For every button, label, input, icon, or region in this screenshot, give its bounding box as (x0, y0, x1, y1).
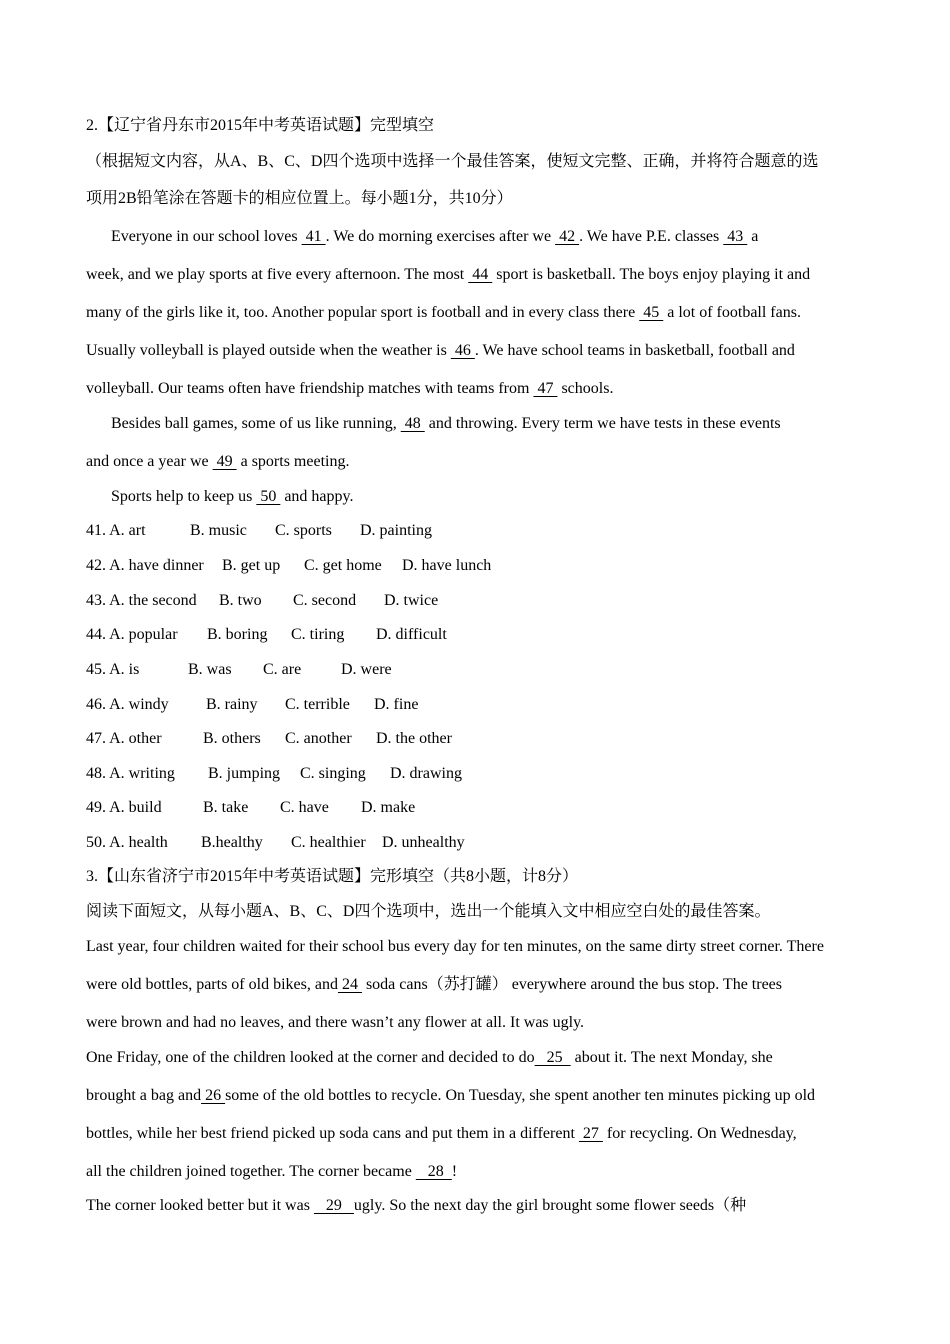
passage-text: all the children joined together. The corner became (86, 1163, 416, 1180)
blank-50: 50 (256, 488, 281, 505)
passage-line (86, 303, 801, 323)
option-a: 48. A. writing (86, 765, 175, 782)
option-a: 49. A. build (86, 799, 162, 816)
passage-text: about it. The next Monday, she (570, 1049, 773, 1066)
passage-text: . We have P.E. classes (579, 228, 724, 245)
option-d: D. fine (374, 696, 419, 713)
blank-46: 46 (450, 342, 475, 359)
option-b: B. music (190, 522, 247, 539)
option-b: B. get up (222, 557, 281, 574)
section2-heading: 2.【辽宁省丹东市2015年中考英语试题】完型填空 (86, 117, 435, 134)
passage-line (86, 341, 795, 361)
passage-text: schools. (557, 380, 614, 397)
passage-text: were brown and had no leaves, and there wasn’t any flower at all. It was ugly. (86, 1014, 585, 1031)
blank-49: 49 (212, 453, 237, 470)
question-44 (86, 625, 447, 645)
passage-line (86, 452, 349, 472)
passage-text: and throwing. Every term we have tests in these events (424, 415, 781, 432)
passage-text: many of the girls like it, too. Another popular sport is football and in every class there (86, 304, 640, 321)
blank-25: 25 (534, 1049, 571, 1066)
blank-26: 26 (201, 1087, 226, 1104)
option-a: 47. A. other (86, 730, 162, 747)
option-b: B.healthy (201, 834, 263, 851)
option-d: D. were (341, 661, 392, 678)
passage-text: Last year, four children waited for their school bus every day for ten minutes, on the same dirty street corner. There (86, 938, 824, 955)
section2-instruction-line-2: 项用2B铅笔涂在答题卡的相应位置上。每小题1分，共10分） (86, 190, 513, 207)
blank-27: 27 (578, 1125, 603, 1142)
passage-line (86, 1048, 773, 1068)
blank-47: 47 (533, 380, 558, 397)
option-a: 50. A. health (86, 834, 168, 851)
passage-line (86, 975, 782, 995)
blank-29: 29 (313, 1197, 354, 1214)
passage-text: One Friday, one of the children looked at the corner and decided to do (86, 1049, 535, 1066)
passage-text: some of the old bottles to recycle. On Tuesday, she spent another ten minutes picking up old (225, 1087, 816, 1104)
option-d: D. have lunch (402, 557, 492, 574)
option-c: C. get home (304, 557, 382, 574)
question-49 (86, 798, 415, 818)
option-a: 46. A. windy (86, 696, 169, 713)
option-b: B. take (203, 799, 249, 816)
question-48 (86, 764, 462, 784)
blank-43: 43 (723, 228, 748, 245)
option-d: D. unhealthy (382, 834, 465, 851)
option-a: 42. A. have dinner (86, 557, 204, 574)
passage-text: . We do morning exercises after we (325, 228, 556, 245)
option-b: B. two (219, 592, 262, 609)
question-45 (86, 660, 392, 680)
option-d: D. difficult (376, 626, 447, 643)
blank-28: 28 (415, 1163, 452, 1180)
blank-44: 44 (468, 266, 493, 283)
passage-line (86, 1162, 457, 1182)
passage-text: Besides ball games, some of us like running, (111, 415, 401, 432)
blank-42: 42 (555, 228, 580, 245)
option-a: 45. A. is (86, 661, 140, 678)
blank-24: 24 (337, 976, 362, 993)
option-c: C. another (285, 730, 352, 747)
passage-text: Everyone in our school loves (111, 228, 302, 245)
passage-line (86, 1196, 746, 1216)
passage-text: Sports help to keep us (111, 488, 257, 505)
section3-instruction: 阅读下面短文，从每小题A、B、C、D四个选项中，选出一个能填入文中相应空白处的最佳答案。 (86, 903, 771, 920)
passage-line (86, 1013, 584, 1033)
question-41 (86, 521, 432, 541)
passage-line (111, 227, 758, 247)
passage-line (111, 487, 354, 507)
option-c: C. terrible (285, 696, 350, 713)
section2-instruction-line-1: （根据短文内容，从A、B、C、D四个选项中选择一个最佳答案，使短文完整、正确，并将符合题意的选 (86, 153, 819, 170)
passage-text: sport is basketball. The boys enjoy playing it and (492, 266, 811, 283)
option-a: 41. A. art (86, 522, 146, 539)
option-c: C. second (293, 592, 357, 609)
passage-text: The corner looked better but it was (86, 1197, 314, 1214)
passage-text: bottles, while her best friend picked up soda cans and put them in a different (86, 1125, 579, 1142)
option-b: B. boring (207, 626, 268, 643)
question-47 (86, 729, 452, 749)
passage-text: . We have school teams in basketball, football and (474, 342, 795, 359)
option-a: 43. A. the second (86, 592, 197, 609)
option-b: B. rainy (206, 696, 258, 713)
passage-text: soda cans（苏打罐） everywhere around the bus stop. The trees (361, 976, 782, 993)
option-c: C. healthier (291, 834, 366, 851)
blank-45: 45 (639, 304, 664, 321)
option-d: D. the other (376, 730, 452, 747)
passage-text: ugly. So the next day the girl brought some flower seeds（种 (353, 1197, 747, 1214)
question-42 (86, 556, 491, 576)
passage-text: a (747, 228, 759, 245)
passage-text: brought a bag and (86, 1087, 202, 1104)
passage-text: and happy. (280, 488, 354, 505)
option-c: C. are (263, 661, 302, 678)
passage-text: week, and we play sports at five every afternoon. The most (86, 266, 469, 283)
option-d: D. drawing (390, 765, 462, 782)
blank-41: 41 (301, 228, 326, 245)
passage-line (111, 414, 781, 434)
question-43 (86, 591, 438, 611)
option-b: B. was (188, 661, 232, 678)
passage-text: a lot of football fans. (663, 304, 801, 321)
option-d: D. twice (384, 592, 439, 609)
passage-line (86, 1124, 797, 1144)
option-a: 44. A. popular (86, 626, 178, 643)
option-d: D. make (361, 799, 416, 816)
option-d: D. painting (360, 522, 432, 539)
passage-line (86, 937, 824, 957)
section3-heading: 3.【山东省济宁市2015年中考英语试题】完形填空（共8小题，计8分） (86, 868, 579, 885)
question-46 (86, 695, 418, 715)
passage-text: volleyball. Our teams often have friendship matches with teams from (86, 380, 534, 397)
passage-text: were old bottles, parts of old bikes, and (86, 976, 338, 993)
passage-text: for recycling. On Wednesday, (602, 1125, 797, 1142)
passage-line (86, 379, 613, 399)
passage-text: Usually volleyball is played outside when the weather is (86, 342, 451, 359)
question-50 (86, 833, 465, 853)
option-c: C. have (280, 799, 329, 816)
option-c: C. singing (300, 765, 366, 782)
passage-text: ! (451, 1163, 458, 1180)
passage-text: a sports meeting. (236, 453, 350, 470)
passage-line (86, 1086, 815, 1106)
blank-48: 48 (400, 415, 425, 432)
passage-text: and once a year we (86, 453, 213, 470)
passage-line (86, 265, 810, 285)
option-c: C. sports (275, 522, 332, 539)
option-b: B. jumping (208, 765, 281, 782)
option-c: C. tiring (291, 626, 345, 643)
option-b: B. others (203, 730, 261, 747)
